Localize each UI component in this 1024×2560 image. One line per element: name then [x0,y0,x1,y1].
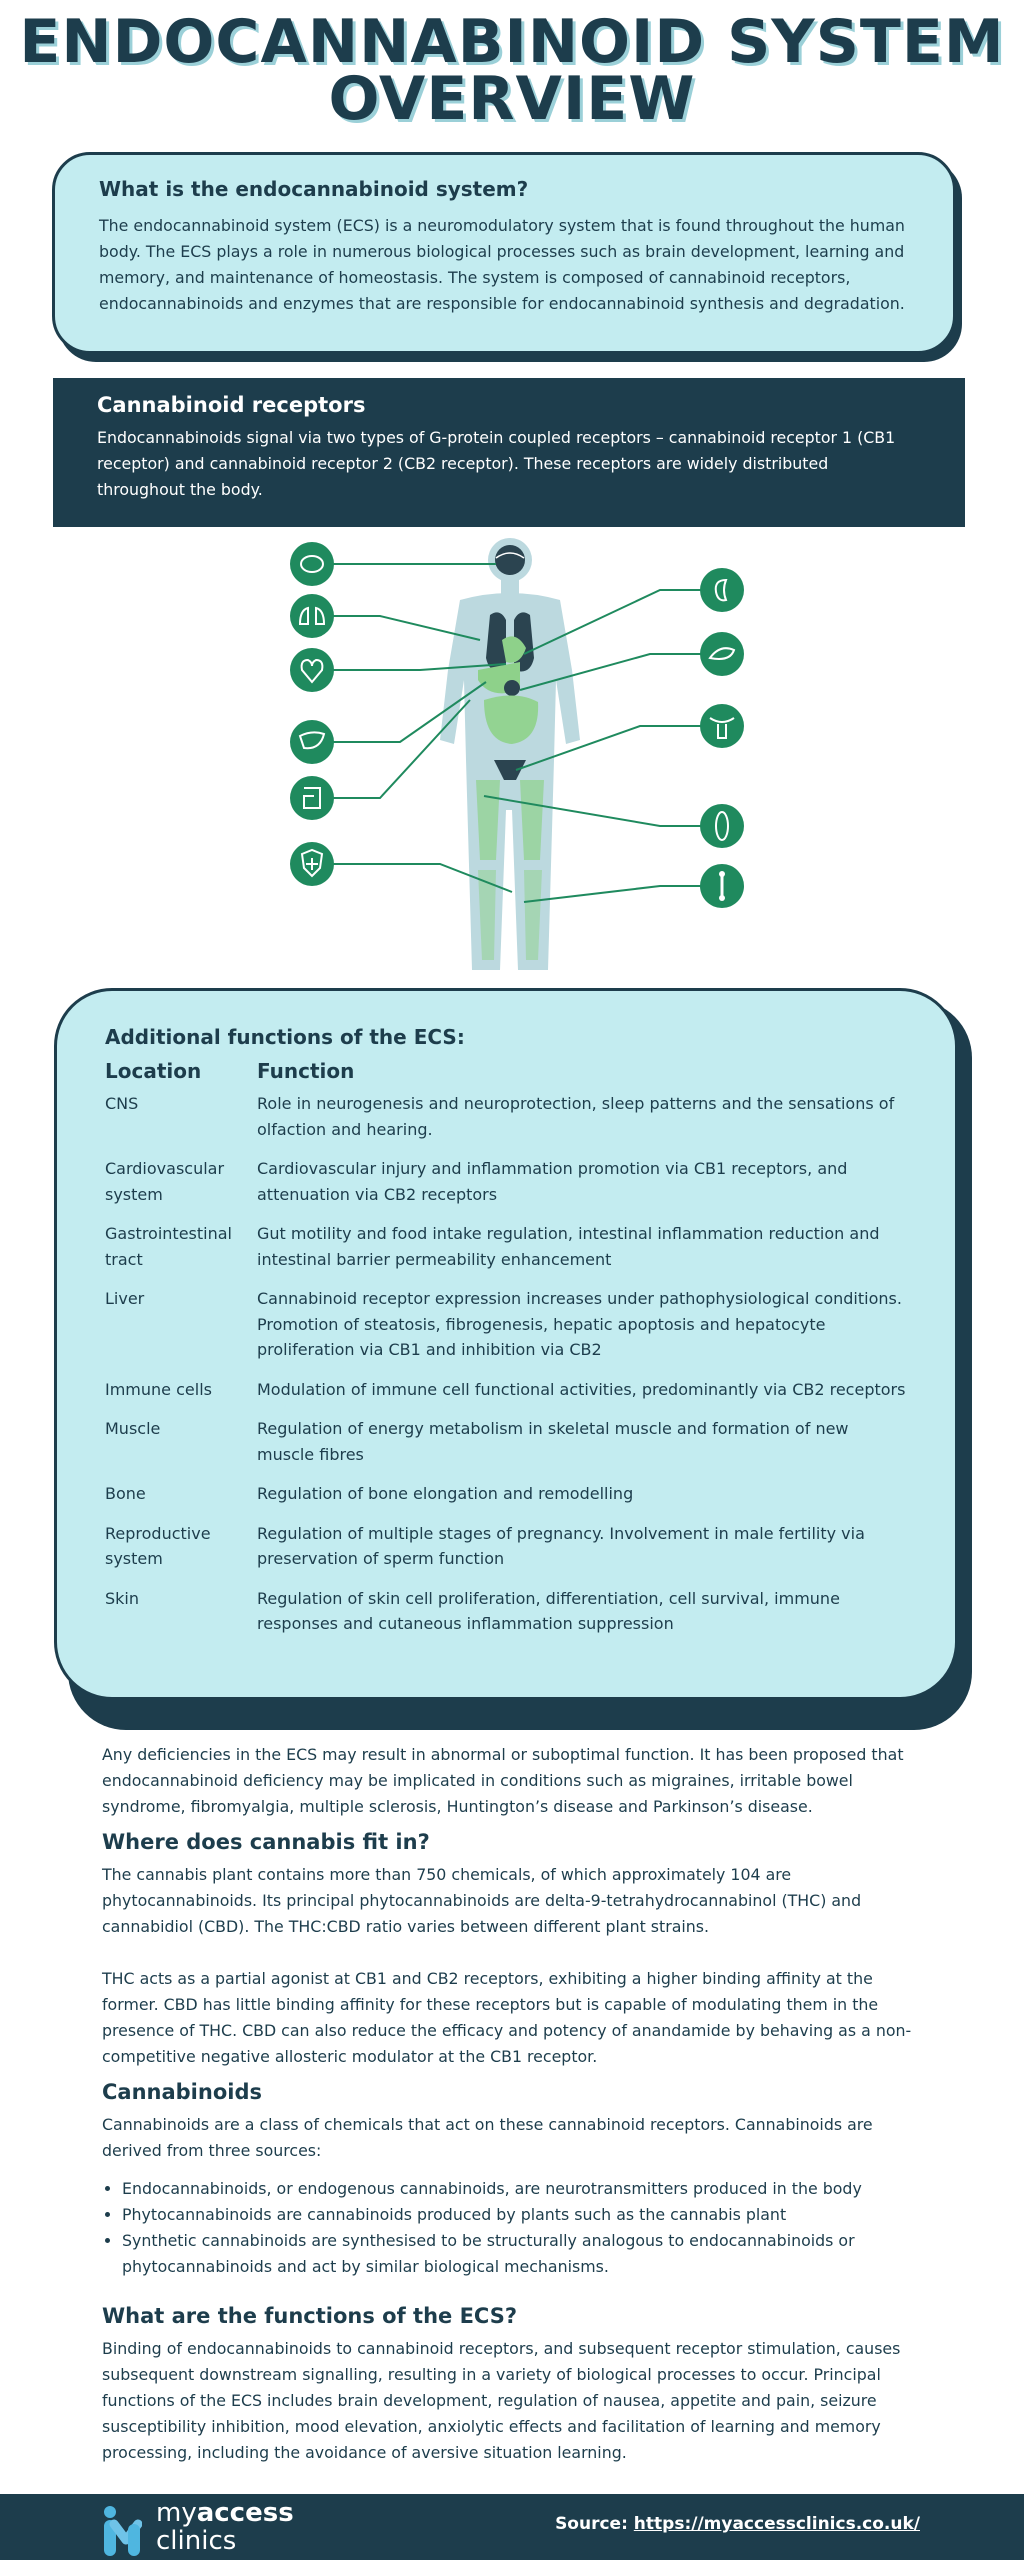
ecs-functions-body: Binding of endocannabinoids to cannabinoid receptors, and subsequent receptor stimulation, causes subsequent downstream signalling, resulting in a variety of biological processes to occur. Principal functions of the ECS includes brain development, regulation of nausea, appetite and pain, seizure susceptibility inhibition, mood elevation, anxiolytic effects and facilitation of learning and memory processing, including the avoidance of aversive situation learning. [102,2339,901,2462]
intro-heading: What is the endocannabinoid system? [99,177,529,201]
kidney-icon [700,568,744,612]
column-header-function: Function [257,1059,355,1083]
list-item: • Synthetic cannabinoids are synthesised to be structurally analogous to endocannabinoids or phytocannabinoids and act by similar biological mechanisms. [122,2228,924,2280]
cannabis-para2: THC acts as a partial agonist at CB1 and CB2 receptors, exhibiting a higher binding affinity at the former. CBD has little binding affinity for these receptors but is capable of modulating them in the presence of THC. CBD can also reduce the efficacy and potency of anandamide by behaving as a non-competitive negative allosteric modulator at the CB1 receptor. [102,1969,912,2066]
function-cell: Regulation of skin cell proliferation, differentiation, cell survival, immune responses and cutaneous inflammation suppression [257,1588,840,1633]
function-cell: Cardiovascular injury and inflammation promotion via CB1 receptors, and attenuation via CB2 receptors [257,1159,848,1204]
location-cell: CNS [105,1094,139,1113]
cannabinoid-sources-list [122,2176,924,2280]
source-link[interactable]: https://myaccessclinics.co.uk/ [633,2514,920,2534]
functions-heading: Additional functions of the ECS: [105,1025,465,1049]
function-cell: Regulation of multiple stages of pregnancy. Involvement in male fertility via preservation of sperm function [257,1523,865,1568]
brain-icon [290,542,334,586]
receptors-body: Endocannabinoids signal via two types of G-protein coupled receptors – cannabinoid receptor 1 (CB1 receptor) and cannabinoid receptor 2 (CB2 receptor). These receptors are widely distributed throughout the body. [97,428,896,499]
immune-shield-icon [290,842,334,886]
cannabis-section [102,1830,924,2070]
receptors-heading: Cannabinoid receptors [97,393,366,417]
location-cell: Immune cells [105,1379,212,1399]
function-cell: Role in neurogenesis and neuroprotection, sleep patterns and the sensations of olfaction and hearing. [257,1094,895,1139]
location-cell: Cardiovascular system [105,1159,225,1204]
muscle-icon [700,804,744,848]
page-title [0,7,1024,134]
uterus-icon [700,704,744,748]
footer [0,2494,1024,2560]
bone-icon [700,864,744,908]
table-row [105,1377,909,1417]
location-cell: Skin [105,1588,140,1608]
list-item: • Endocannabinoids, or endogenous cannabinoids, are neurotransmitters produced in the body [122,2176,924,2202]
table-row [105,1481,909,1521]
lungs-icon [290,594,334,638]
table-row [105,1416,909,1481]
logo-my: my [156,2498,197,2528]
intestine-icon [290,776,334,820]
logo-access: access [196,2498,294,2528]
page-title-line1: ENDOCANNABINOID SYSTEM [19,7,1005,77]
function-cell: Regulation of energy metabolism in skeletal muscle and formation of new muscle fibres [257,1419,849,1464]
body-receptor-diagram [280,530,760,980]
table-row [105,1091,909,1156]
deficiency-section [102,1742,924,1820]
logo-clinics: clinics [156,2526,237,2556]
myaccess-logo[interactable] [100,2498,320,2558]
cannabis-heading: Where does cannabis fit in? [102,1830,430,1854]
functions-table [105,1059,909,1651]
cannabinoids-heading: Cannabinoids [102,2080,262,2104]
location-cell: Reproductive system [105,1523,211,1568]
functions-card [54,988,958,1700]
function-cell: Cannabinoid receptor expression increases under pathophysiological conditions. Promotion of steatosis, fibrogenesis, hepatic apoptosis and hepatocyte proliferation via CB1 and inhibition via CB2 [257,1289,902,1359]
table-row [105,1221,909,1286]
location-cell: Bone [105,1484,146,1503]
intro-card [52,152,956,354]
logo-mark-icon [100,2504,142,2558]
function-cell: Modulation of immune cell functional activities, predominantly via CB2 receptors [257,1379,906,1399]
cannabinoids-section [102,2080,924,2280]
column-header-location: Location [105,1059,202,1083]
receptors-band [53,378,965,527]
ecs-functions-section [102,2304,924,2466]
pancreas-icon [700,632,744,676]
function-cell: Gut motility and food intake regulation, intestinal inflammation reduction and intestinal barrier permeability enhancement [257,1224,880,1269]
left-icons [290,542,334,886]
table-row [105,1156,909,1221]
deficiency-text: Any deficiencies in the ECS may result in abnormal or suboptimal function. It has been proposed that endocannabinoid deficiency may be implicated in conditions such as migraines, irritable bowel syndrome, fibromyalgia, multiple sclerosis, Huntington’s disease and Parkinson’s disease. [102,1745,904,1816]
table-row [105,1286,909,1377]
location-cell: Liver [105,1289,145,1308]
location-cell: Gastrointestinal tract [105,1224,232,1269]
table-row [105,1521,909,1586]
function-cell: Regulation of bone elongation and remodelling [257,1484,634,1503]
cannabinoids-intro: Cannabinoids are a class of chemicals that act on these cannabinoid receptors. Cannabinoids are derived from three sources: [102,2115,873,2160]
location-cell: Muscle [105,1419,161,1438]
source-label: Source: [555,2514,634,2534]
heart-icon [290,648,334,692]
list-item: • Phytocannabinoids are cannabinoids produced by plants such as the cannabis plant [122,2202,924,2228]
page-title-line2: OVERVIEW [328,64,696,134]
ecs-functions-heading: What are the functions of the ECS? [102,2304,518,2328]
intro-body: The endocannabinoid system (ECS) is a neuromodulatory system that is found throughout the human body. The ECS plays a role in numerous biological processes such as brain development, learning and memory, and maintenance of homeostasis. The system is composed of cannabinoid receptors, endocannabinoids and enzymes that are responsible for endocannabinoid synthesis and degradation. [99,216,905,313]
source-credit [555,2514,920,2534]
right-icons [700,568,744,908]
table-row [105,1586,909,1651]
logo-text [156,2498,294,2528]
liver-icon [290,720,334,764]
cannabis-para1: The cannabis plant contains more than 750 chemicals, of which approximately 104 are phytocannabinoids. Its principal phytocannabinoids are delta-9-tetrahydrocannabinol (THC) and cannabidiol (CBD). The THC:CBD ratio varies between different plant strains. [102,1865,862,1936]
